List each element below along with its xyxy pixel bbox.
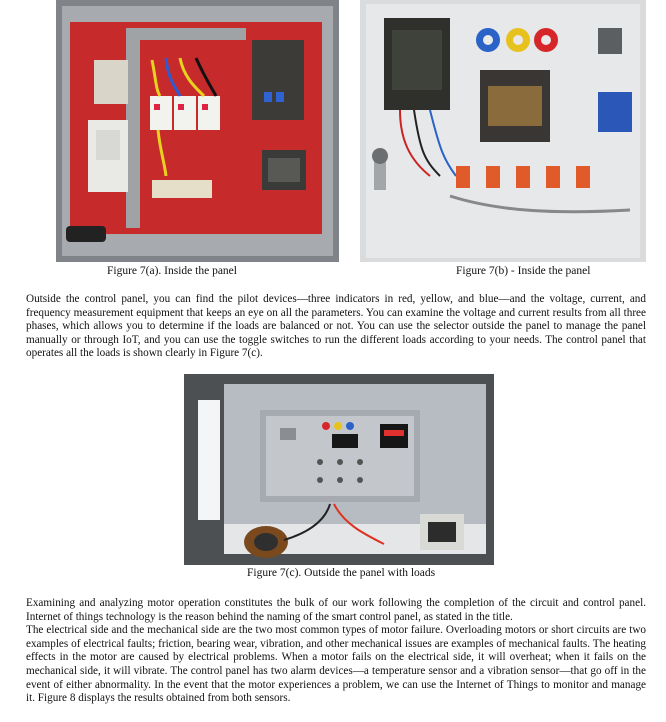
figure-7a-photo — [56, 0, 339, 262]
figure-7b-caption: Figure 7(b) - Inside the panel — [456, 265, 591, 277]
figure-7b-photo — [360, 0, 646, 262]
outside-panel-photo — [184, 374, 494, 565]
body-paragraph-1 — [26, 293, 646, 361]
figure-7c-caption: Figure 7(c). Outside the panel with loads — [247, 567, 436, 579]
paragraph-text: Outside the control panel, you can find the pilot devices—three indicators in red, yellow, and blue—and the voltage, current, and frequency measurement equipment that keeps an eye on all the parameters. You can examine the voltage and current results from all three phases, which allows you to determine if the loads are balanced or not. You can use the selector outside the panel to manage the panel manually or through IoT, and you can use the toggle switches to run the different loads according to your needs. The control panel that operates all the loads is shown clearly in Figure 7(c). — [26, 293, 646, 360]
figure-7a-caption: Figure 7(a). Inside the panel — [107, 265, 237, 277]
inside-panel-photo — [360, 0, 646, 262]
figure-7c-photo — [184, 374, 494, 565]
inside-panel-photo — [56, 0, 339, 262]
body-paragraph-2 — [26, 597, 646, 706]
paragraph-text: Examining and analyzing motor operation constitutes the bulk of our work following the completion of the circuit and control panel. Internet of things technology is the reason behind the naming of the smart control panel, as stated in the title. — [26, 597, 646, 623]
paragraph-text: The electrical side and the mechanical side are the two most common types of motor failure. Overloading motors or short circuits are two examples of electrical faults; friction, bearing wear, vibration, and other mechanical issues are examples of mechanical faults. The heating effects in the motor are caused by electrical problems. When a motor fails on the electrical side, it will overheat; when it fails on the mechanical side, it will vibrate. The control panel has two alarm devices—a temperature sensor and a vibration sensor—that go off in the event of either abnormality. In the event that the motor experiences a problem, we can use the Internet of Things to monitor and manage it. Figure 8 displays the results obtained from both sensors. — [26, 624, 646, 705]
